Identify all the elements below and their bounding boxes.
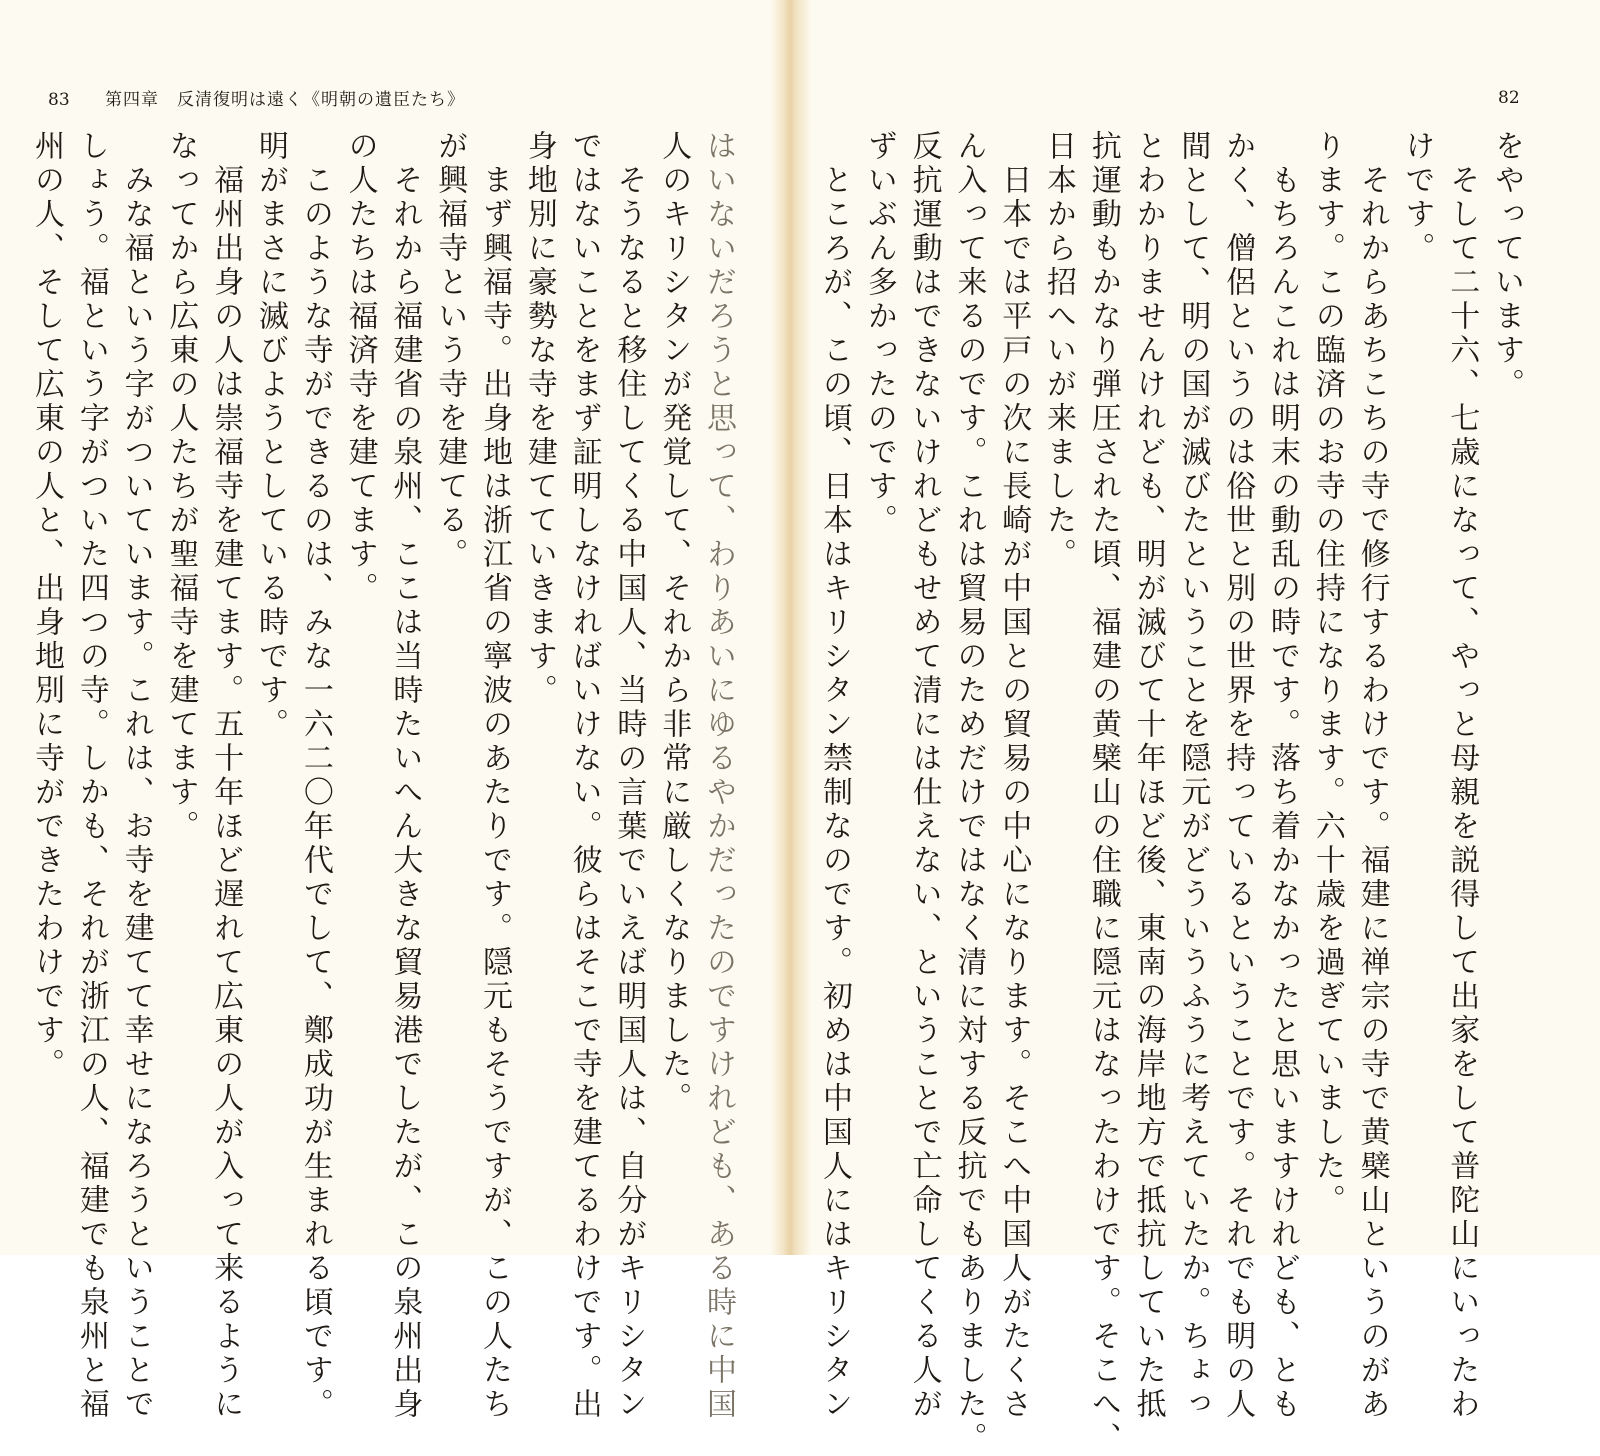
text-line: 間として、明の国が滅びたということを隠元がどういうふうに考えていたか。ちょっ: [1175, 130, 1211, 1422]
text-line: なってから広東の人たちが聖福寺を建てます。: [163, 130, 199, 844]
text-line: 州の人、そして広東の人と、出身地別に寺ができたわけです。: [29, 130, 65, 1082]
text-line: をやっています。: [1489, 130, 1524, 402]
text-line: ります。この臨済のお寺の住持になります。六十歳を過ぎていました。: [1309, 130, 1345, 1218]
text-line: ずいぶん多かったのです。: [861, 130, 897, 538]
text-line: ところが、この頃、日本はキリシタン禁制なのです。初めは中国人にはキリシタン: [817, 130, 853, 1422]
running-head: 第四章 反清復明は遠く《明朝の遺臣たち》: [105, 90, 465, 110]
text-line: とわかりませんけれども、明が滅びて十年ほど後、東南の海岸地方で抵抗していた抵: [1130, 130, 1166, 1422]
text-line: けです。: [1399, 130, 1435, 266]
text-line: それから福建省の泉州、ここは当時たいへん大きな貿易港でしたが、この泉州出身: [387, 130, 423, 1422]
text-line: 福州出身の人は崇福寺を建てます。五十年ほど遅れて広東の人が入って来るように: [208, 130, 244, 1422]
text-line: 人のキリシタンが発覚して、それから非常に厳しくなりました。: [656, 130, 692, 1116]
text-line: が興福寺という寺を建てる。: [432, 130, 468, 572]
text-line: はいないだろうと思って、わりあいにゆるやかだったのですけれども、ある時に中国: [701, 130, 736, 1422]
text-line: ん入って来るのです。これは貿易のためだけではなく清に対する反抗でもありました。: [951, 130, 987, 1456]
text-line: かく、僧侶というのは俗世と別の世界を持っているということです。それでも明の人: [1220, 130, 1256, 1422]
text-line: このような寺ができるのは、みな一六二〇年代でして、鄭成功が生まれる頃です。: [297, 130, 333, 1422]
left-page-number: 83: [48, 90, 70, 110]
text-line: の人たちは福済寺を建てます。: [342, 130, 378, 606]
text-line: そして二十六、七歳になって、やっと母親を説得して出家をして普陀山にいったわ: [1444, 130, 1480, 1422]
left-page-text: [29, 130, 740, 1422]
text-line: しょう。福という字がついた四つの寺。しかも、それが浙江の人、福建でも泉州と福: [73, 130, 109, 1422]
text-line: みな福という字がついています。これは、お寺を建てて幸せになろうということで: [118, 130, 154, 1422]
text-line: ではないことをまず証明しなければいけない。彼らはそこで寺を建てるわけです。出: [566, 130, 602, 1422]
right-page-text: [810, 130, 1528, 1456]
text-line: 抗運動もかなり弾圧された頃、福建の黄檗山の住職に隠元はなったわけです。そこへ、: [1085, 130, 1121, 1456]
text-line: 日本から招へいが来ました。: [1041, 130, 1077, 572]
text-line: もちろんこれは明末の動乱の時です。落ち着かなかったと思いますけれども、とも: [1265, 130, 1301, 1422]
text-line: 日本では平戸の次に長崎が中国との貿易の中心になります。そこへ中国人がたくさ: [996, 130, 1032, 1422]
text-line: そうなると移住してくる中国人、当時の言葉でいえば明国人は、自分がキリシタン: [611, 130, 647, 1422]
right-page-number: 82: [1498, 88, 1520, 108]
book-gutter: [770, 0, 812, 1255]
text-line: それからあちこちの寺で修行するわけです。福建に禅宗の寺で黄檗山というのがあ: [1354, 130, 1390, 1422]
text-line: 反抗運動はできないけれどもせめて清には仕えない、ということで亡命してくる人が: [906, 130, 942, 1422]
text-line: まず興福寺。出身地は浙江省の寧波のあたりです。隠元もそうですが、この人たち: [477, 130, 513, 1422]
text-line: 身地別に豪勢な寺を建てていきます。: [521, 130, 557, 708]
text-line: 明がまさに滅びようとしている時です。: [253, 130, 289, 742]
